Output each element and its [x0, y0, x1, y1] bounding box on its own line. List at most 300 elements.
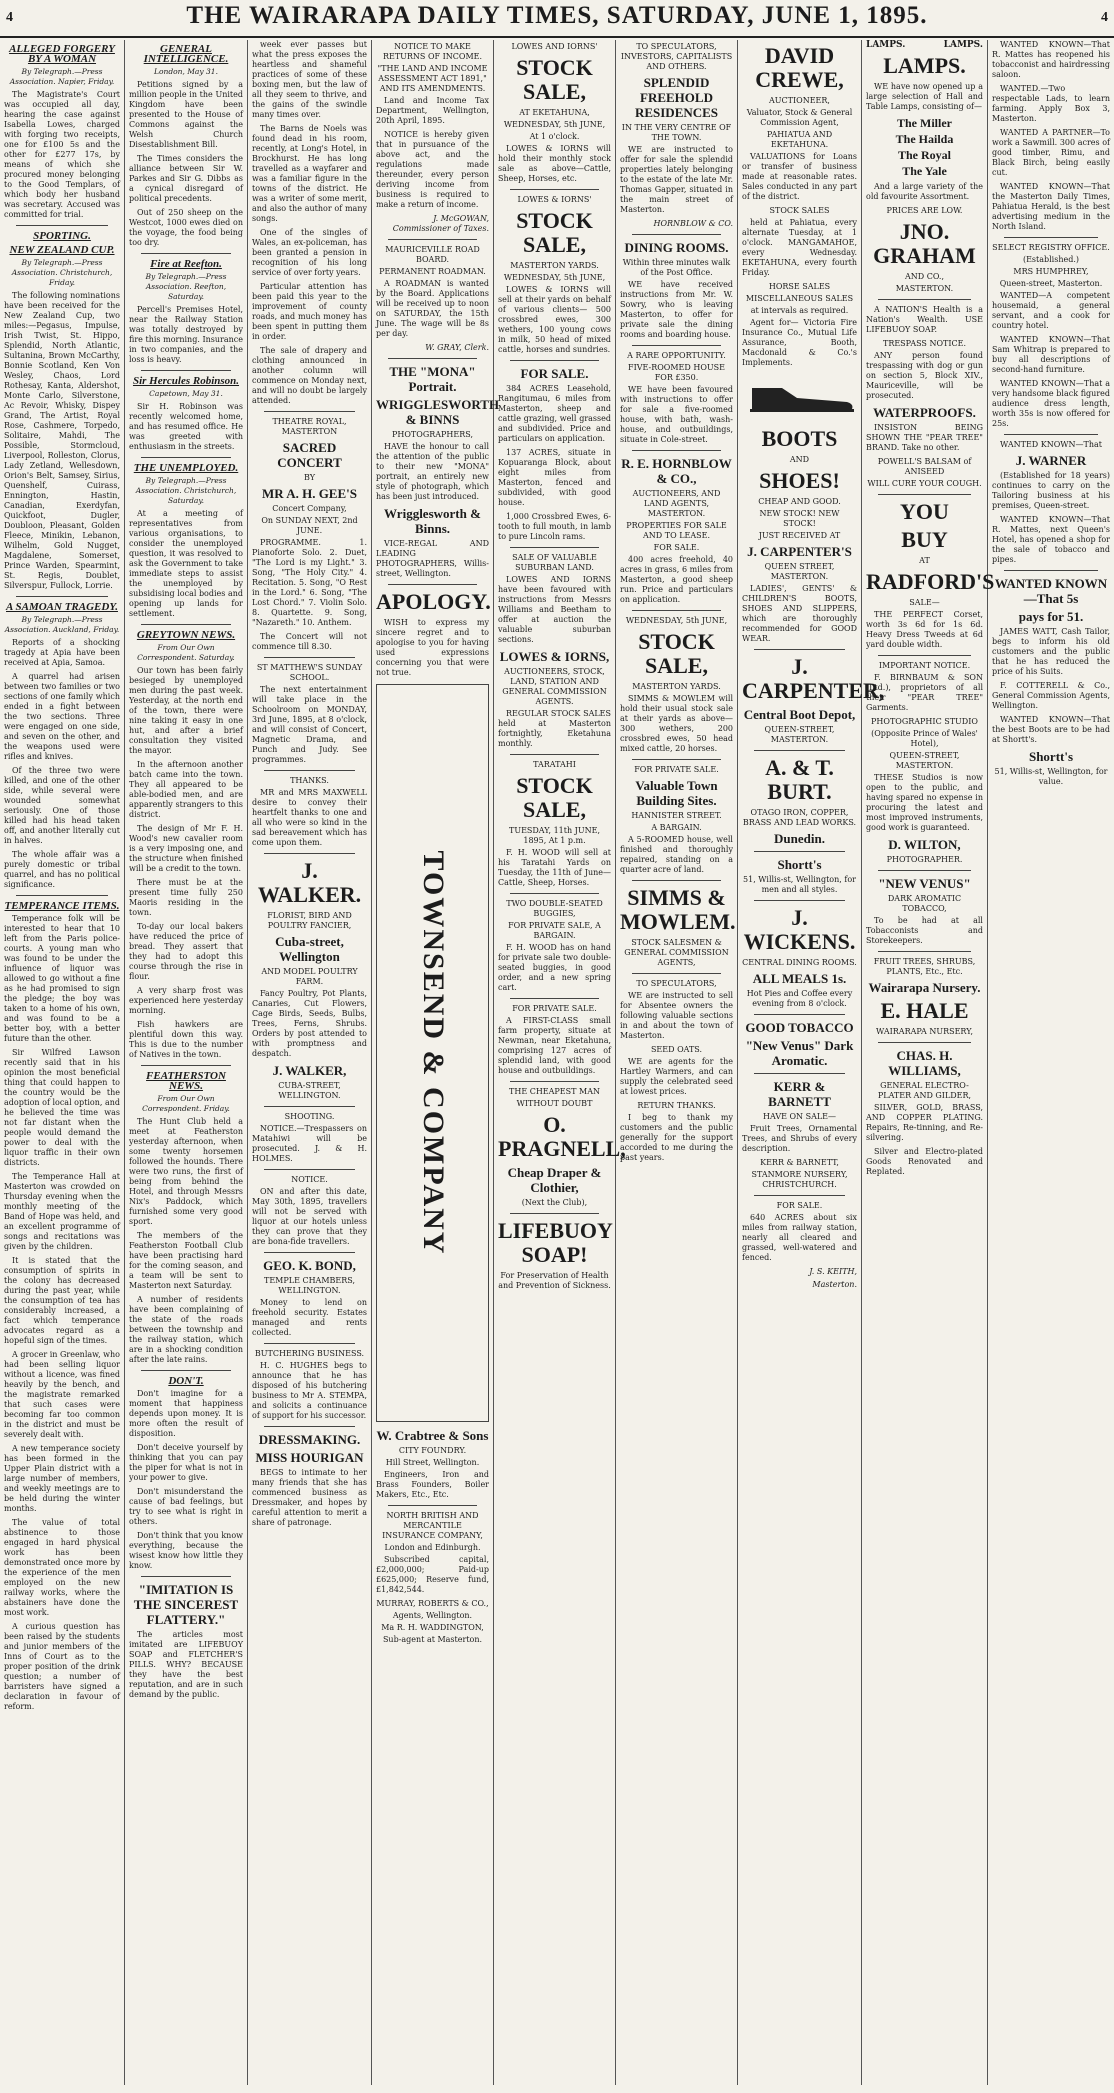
signature: J. S. KEITH,	[809, 1267, 857, 1276]
paragraph: 400 acres freehold, 40 acres in grass, 6 miles from Masterton, a good sheep run. Price and particulars on application.	[620, 555, 733, 604]
headline: FEATHERSTON NEWS.	[146, 1070, 226, 1092]
advert-line: AUCTIONEERS, AND LAND AGENTS, MASTERTON.	[632, 489, 721, 518]
headline: DON'T.	[168, 1375, 204, 1387]
paragraph: WANTED—A competent housemaid, a general servant, and a cook for country hotel.	[992, 291, 1110, 330]
lamp-item: The Miller	[897, 116, 952, 130]
advert-heading: POWELL'S BALSAM of ANISEED	[877, 457, 972, 476]
advert-line: QUEEN-STREET, MASTERTON.	[889, 751, 960, 770]
advert-line: HAVE ON SALE—	[762, 1112, 837, 1121]
advert-heading: TO SPECULATORS,	[636, 979, 717, 988]
subheadline: NEW ZEALAND CUP.	[9, 244, 115, 256]
paragraph: At a meeting of representatives from various organisations, to consider the unemployed question, it was resolved to ask the Government to take immediate steps to assist the unemployed by subsidising local bodies and opening up lands for settlement.	[129, 509, 243, 618]
advert-heading: D. WILTON,	[888, 837, 961, 852]
paragraph: Money to lend on freehold security. Estates managed and rents collected.	[252, 1298, 367, 1337]
divider	[878, 1042, 971, 1043]
advert-heading: Valuable Town Building Sites.	[635, 778, 718, 808]
signature: W. GRAY, Clerk.	[425, 343, 489, 352]
paragraph: A curious question has been raised by the students and junior members of the Inns of Court as to the proper position of the drink question; a number of barristers have signed a declaration in favour of reform.	[4, 1622, 120, 1711]
advert-line: A BARGAIN.	[651, 823, 702, 832]
paragraph: A quarrel had arisen between two families or two sections of one family which ended in a fight between the two sections. Three were engaged on one side, and seven on the other, and the weapons used were rifles and knives.	[4, 672, 120, 761]
lamps-row	[866, 40, 983, 50]
advert-line: FOR SALE.	[653, 543, 700, 552]
paragraph: WE are instructed to offer for sale the splendid properties lately belonging to the estate of the late Mr. Thomas Gapper, situated in the main street of Masterton.	[620, 145, 733, 214]
divider	[510, 1081, 599, 1082]
divider	[632, 345, 721, 346]
headline: THE UNEMPLOYED.	[133, 462, 239, 474]
paragraph: Of the three two were killed, and one of the other side, while several were wounded somewhat seriously. One of those killed had his head taken off, and another literally cut in halves.	[4, 766, 120, 845]
advert-heading: STOCK SALE,	[516, 773, 593, 822]
advert-heading: SACRED CONCERT	[277, 440, 342, 470]
advert-line: Valuator, Stock & General Commission Agent,	[746, 108, 853, 127]
advert-line: (Established.)	[1022, 255, 1080, 264]
paragraph: NOTICE is hereby given that in pursuance of the above act, and the regulations made thereunder, every person deriving income from business is required to make a return of income.	[376, 130, 489, 209]
divider	[264, 411, 355, 412]
dateline: By Telegraph.—Press Association. Napier, Friday.	[9, 67, 115, 86]
headline: GENERAL INTELLIGENCE.	[143, 43, 229, 65]
programme: PROGRAMME. 1. Pianoforte Solo. 2. Duet, "The Lord is my Light." 3. Song, "The Holy City." 4. Recitation. 5. Song, "O Rest in the Lord." 6. Song, "The Lost Chord." 7. Violin Solo. 8. Quartette. 9. Song, "Nazareth." 10. Anthem.	[252, 538, 367, 627]
divider	[510, 547, 599, 548]
paragraph: THE PERFECT Corset, worth 3s 6d for 1s 6d. Heavy Dress Tweeds at 6d yard double width.	[866, 610, 983, 649]
paragraph: The Magistrate's Court was occupied all day, hearing the case against Isabella Lowes, charged with forging two receipts, one for £100 5s and the other for £277 17s, by means of which she procured money belonging to the Good Templars, of which body her husband was secretary. Accused was committed for trial.	[4, 90, 120, 219]
headline: A SAMOAN TRAGEDY.	[6, 601, 118, 613]
advert-heading: TRESPASS NOTICE.	[882, 339, 967, 348]
headline: ALLEGED FORGERY BY A WOMAN	[9, 43, 115, 65]
advert-line: "THE LAND AND INCOME ASSESSMENT ACT 1891," AND ITS AMENDMENTS.	[377, 64, 488, 93]
paragraph: The Hunt Club held a meet at Featherston yesterday afternoon, when some twenty horsemen followed the hounds. There were two runs, the first of being from behind the Hotel, and through Messrs Nix's Paddock, which furnished some very good sport.	[129, 1117, 243, 1226]
divider	[878, 951, 971, 952]
advert-line: MASTERTON YARDS.	[632, 682, 721, 691]
advert-line: Hot Pies and Coffee every evening from 8 o'clock.	[746, 989, 853, 1008]
divider	[754, 1073, 845, 1074]
dateline: Capetown, May 31.	[149, 389, 223, 398]
signature: HORNBLOW & CO.	[653, 219, 733, 228]
paragraph: VICE-REGAL AND LEADING PHOTOGRAPHERS, Willis-street, Wellington.	[376, 539, 489, 578]
paragraph: week ever passes but what the press exposes the heartless and shameful practices of some of these boxing men, but the law of all they seem to thrive, and the gains of the swindle many times over.	[252, 40, 367, 119]
divider	[388, 358, 477, 359]
advert-heading: J. CARPENTER'S	[747, 544, 852, 559]
paragraph: Don't imagine for a moment that happiness depends upon money. It is more often the result of disposition.	[129, 1389, 243, 1438]
advert-line: STOCK SALESMEN & GENERAL COMMISSION AGENTS,	[624, 938, 729, 967]
masthead	[0, 0, 1114, 38]
advert-heading: CHAS. H. WILLIAMS,	[888, 1048, 961, 1078]
divider	[264, 853, 355, 854]
paragraph: The Barns de Noels was found dead in his room, recently, at Long's Hotel, in Brockhurst. He has long travelled as a wayfarer and was a familiar figure in the towns of the district. He was a writer of some merit, and also the author of many songs.	[252, 124, 367, 223]
advert-line: (Next the Club),	[521, 1198, 588, 1207]
advert-heading: J. WALKER.	[257, 858, 362, 907]
divider	[141, 1370, 231, 1371]
divider	[1004, 434, 1098, 435]
dateline: By Telegraph.—Press Association. Christchurch, Friday.	[11, 258, 113, 287]
paragraph: A 5-ROOMED house, well finished and thoroughly repaired, standing on a quarter acre of land.	[620, 835, 733, 874]
paragraph: WE have been favoured with instructions to offer for sale a five-roomed house, with bath, wash-house, and outbuildings, situate in Cole-street.	[620, 385, 733, 444]
advert-heading: DAVID CREWE,	[755, 43, 844, 92]
lamps-label: LAMPS.	[866, 40, 906, 50]
divider	[632, 759, 721, 760]
advert-heading: APOLOGY.	[376, 589, 491, 614]
paragraph: Particular attention has been paid this year to the improvement of county roads, and much money has been spent in putting them in order.	[252, 282, 367, 341]
paragraph: BEGS to intimate to her many friends that she has commenced business as Dressmaker, and hopes by careful attention to merit a share of patronage.	[252, 1468, 367, 1527]
paragraph: Don't think that you know everything, because the wisest know how little they know.	[129, 1531, 243, 1570]
paragraph: LOWES AND IORNS have been favoured with instructions from Messrs Williams and Beetham to offer at auction the valuable suburban sections.	[498, 575, 611, 644]
advert-line: AUCTIONEERS, STOCK, LAND, STATION AND GENERAL COMMISSION AGENTS.	[502, 667, 607, 706]
paragraph: Engineers, Iron and Brass Founders, Boiler Makers, Etc., Etc.	[376, 1470, 489, 1499]
paragraph: HAVE the honour to call the attention of the public to their new "MONA" portrait, an entirely new style of photograph, which has been just introduced.	[376, 442, 489, 501]
advert-heading: FOR PRIVATE SALE.	[634, 765, 719, 774]
advert-heading: pays for 51.	[1018, 609, 1084, 624]
paragraph: A NATION'S Health is a Nation's Wealth. USE LIFEBUOY SOAP.	[866, 305, 983, 334]
advert-heading: RADFORD'S	[866, 569, 995, 594]
divider	[264, 1106, 355, 1107]
advert-line: PHOTOGRAPHERS,	[392, 430, 473, 439]
advert-heading: Shortt's	[1028, 749, 1074, 764]
advert-heading: NOTICE.	[291, 1175, 328, 1184]
advert-line: London and Edinburgh.	[384, 1543, 481, 1552]
divider	[510, 754, 599, 755]
advert-line: at intervals as required.	[750, 306, 849, 315]
advert-heading: THE "MONA" Portrait.	[389, 364, 476, 394]
paragraph: Fish hawkers are plentiful down this way. This is due to the number of Natives in the town.	[129, 1020, 243, 1059]
headline: Sir Hercules Robinson.	[132, 375, 240, 387]
headline: SPORTING.	[33, 230, 91, 242]
advert-line: Within three minutes walk of the Post Office.	[622, 258, 731, 277]
advert-line: CITY FOUNDRY.	[398, 1446, 467, 1455]
lamp-item: The Yale	[902, 164, 947, 178]
paragraph: WE have now opened up a large selection of Hall and Table Lamps, consisting of—	[866, 82, 983, 111]
paragraph: The design of Mr F. H. Wood's new cavalier room is a very imposing one, and the structure when finished will be a credit to the town.	[129, 824, 243, 873]
divider	[510, 189, 599, 190]
advert-heading: STOCK SALE,	[638, 629, 715, 678]
paragraph: F. COTTERELL & Co., General Commission Agents, Wellington.	[992, 681, 1110, 710]
advert-heading: WRIGGLESWORTH & BINNS	[376, 397, 500, 427]
advert-heading: SELECT REGISTRY OFFICE.	[992, 243, 1110, 252]
paragraph: Sir H. Robinson was recently welcomed home, and has resumed office. He was greeted with enthusiasm in the streets.	[129, 402, 243, 451]
paragraph: There must be at the present time fully 250 Maoris residing in the town.	[129, 878, 243, 917]
advert-heading: BUY	[901, 527, 948, 552]
divider	[878, 494, 971, 495]
column-4	[372, 40, 500, 2085]
advert-heading: R. E. HORNBLOW & CO.,	[621, 456, 732, 486]
advert-heading: SHOOTING.	[284, 1112, 335, 1121]
advert-heading: FOR SALE.	[776, 1201, 823, 1210]
advert-heading: TWO DOUBLE-SEATED BUGGIES,	[506, 899, 603, 918]
divider	[141, 370, 231, 371]
paragraph: Silver and Electro-plated Goods Renovated and Replated.	[866, 1147, 983, 1176]
paragraph: WANTED KNOWN—That R. Mattes, next Queen's Hotel, has opened a shop for the sale of tobacco and pipes.	[992, 515, 1110, 564]
advert-line: Dunedin.	[774, 831, 825, 846]
paragraph: MR and MRS MAXWELL desire to convey their heartfelt thanks to one and all who were so kind in the sad bereavement which has come upon them.	[252, 788, 367, 847]
advert-line: PERMANENT ROADMAN.	[379, 267, 486, 276]
headline: GREYTOWN NEWS.	[136, 629, 236, 641]
advert-line: For Preservation of Health and Prevention of Sickness.	[498, 1271, 611, 1290]
advert-heading: WATERPROOFS.	[873, 405, 976, 420]
advert-heading: DINING ROOMS.	[624, 240, 729, 255]
paragraph: 137 ACRES, situate in Kopuaranga Block, about eight miles from Masterton, fenced and subdivided, with good house.	[498, 448, 611, 507]
vertical-advert-title: TOWNSEND & COMPANY	[416, 850, 450, 1256]
advert-heading: Wrigglesworth & Binns.	[384, 506, 481, 536]
paragraph: 640 ACRES about six miles from railway station, nearly all cleared and grassed, well-watered and fenced.	[742, 1213, 857, 1262]
paragraph: A FIRST-CLASS small farm property, situate at Newman, near Eketahuna, comprising 127 acres of splendid land, with good house and outbuildings.	[498, 1016, 611, 1075]
advert-line: WEDNESDAY, 5th JUNE,	[625, 616, 728, 625]
advert-heading: FRUIT TREES, SHRUBS, PLANTS, Etc., Etc.	[873, 957, 976, 976]
paragraph: THESE Studios is now open to the public, and having spared no expense in procuring the latest and most improved instruments, good work is guaranteed.	[866, 773, 983, 832]
column-9	[988, 40, 1114, 2085]
advert-line: OTAGO IRON, COPPER, BRASS AND LEAD WORKS.	[742, 808, 857, 827]
divider	[754, 851, 845, 852]
advert-line: GENERAL ELECTRO-PLATER AND GILDER,	[877, 1081, 972, 1100]
divider	[16, 895, 108, 896]
advert-line: SALE—	[909, 598, 940, 607]
advert-heading: SEED OATS.	[650, 1045, 703, 1054]
paragraph: VALUATIONS for Loans or transfer of business made at reasonable rates. Sales conducted in any part of the district.	[742, 152, 857, 201]
advert-heading: W. Crabtree & Sons	[376, 1428, 489, 1443]
advert-line: CHEAP AND GOOD.	[758, 497, 841, 506]
divider	[141, 457, 231, 458]
dateline: By Telegraph.—Press Association. Auckland, Friday.	[4, 615, 120, 634]
signature: Masterton.	[812, 1280, 857, 1289]
paragraph: And a large variety of the old favourite Assortment.	[866, 182, 983, 201]
divider	[264, 770, 355, 771]
paragraph: A ROADMAN is wanted by the Board. Applications will be received up to noon on SATURDAY, the 15th June. The wage will be 8s per day.	[376, 279, 489, 338]
advert-heading: GEO. K. BOND,	[263, 1258, 356, 1273]
advert-line: CUBA-STREET, WELLINGTON.	[278, 1081, 341, 1100]
advert-heading: MR A. H. GEE'S	[262, 486, 357, 501]
paragraph: To be had at all Tobacconists and Storekeepers.	[866, 916, 983, 945]
paragraph: REGULAR STOCK SALES held at Masterton fortnightly, Eketahuna monthly.	[498, 709, 611, 748]
advert-line: LOWES & IORNS'	[517, 195, 592, 204]
advert-line: Hill Street, Wellington.	[385, 1458, 480, 1467]
divider	[754, 1014, 845, 1015]
advert-heading: SHOES!	[759, 468, 840, 493]
paragraph: F. BIRNBAUM & SON (Ltd.), proprietors of all their "PEAR TREE" Garments.	[866, 673, 983, 712]
advert-line: QUEEN STREET, MASTERTON.	[764, 562, 835, 581]
paragraph: Agent for— Victoria Fire Insurance Co., Mutual Life Assurance, Booth, Macdonald & Co.'s Implements.	[742, 318, 857, 367]
advert-line: WEDNESDAY, 5th JUNE,	[503, 120, 606, 129]
advert-line: Queen-street, Masterton.	[999, 279, 1103, 288]
advert-heading: Wairarapa Nursery.	[868, 980, 981, 995]
divider	[264, 1169, 355, 1170]
paragraph: The articles most imitated are LIFEBUOY SOAP and FLETCHER'S PILLS. WHY? BECAUSE they have the best reputation, and are in such demand by the public.	[129, 1630, 243, 1699]
paragraph: WE have received instructions from Mr. W. Sowry, who is leaving Masterton, to offer for private sale the dining rooms and boarding house.	[620, 280, 733, 339]
advert-heading: LOWES & IORNS,	[499, 649, 610, 664]
lamp-list	[866, 118, 983, 176]
advert-line: MRS HUMPHREY,	[1013, 267, 1089, 276]
paragraph: Out of 250 sheep on the Westcot, 1000 ewes died on the voyage, the food being too dry.	[129, 208, 243, 247]
divider	[264, 1252, 355, 1253]
advert-line: PRICES ARE LOW.	[886, 206, 963, 215]
divider	[141, 1576, 231, 1577]
vertical-advert	[376, 684, 489, 1422]
advert-heading: HORSE SALES	[768, 282, 831, 291]
paragraph: WISH to express my sincere regret and to apologise to you for having used expressions concerning you that were not true.	[376, 618, 489, 677]
paragraph: I beg to thank my customers and the public generally for the support accorded to me during the past years.	[620, 1113, 733, 1162]
paragraph: SIMMS & MOWLEM will hold their usual stock sale at their yards as above— 300 wethers, 200 crossbred ewes, 50 head mixed cattle, 20 horses.	[620, 694, 733, 753]
advert-venue: THEATRE ROYAL, MASTERTON	[272, 417, 347, 436]
paragraph: WANTED KNOWN—That the Masterton Daily Times, Pahiatua Herald, is the best advertising medium in the North Island.	[992, 182, 1110, 231]
paragraph: Don't misunderstand the cause of bad feelings, but try to see what is right in others.	[129, 1487, 243, 1526]
advert-line: WEDNESDAY, 5th JUNE,	[503, 273, 606, 282]
advert-heading: BUTCHERING BUSINESS.	[254, 1349, 365, 1358]
paragraph: Our town has been fairly besieged by unemployed men during the past week. Yesterday, at the north end of the town, there were nine taking it easy in one hut, and after a brief consultation they visited the mayor.	[129, 666, 243, 755]
paragraph: 1,000 Crossbred Ewes, 6-tooth to full mouth, in lamb to pure Lincoln rams.	[498, 512, 611, 541]
paragraph: Petitions signed by a million people in the United Kingdom have been presented to the House of Commons against the Welsh Church Disestablishment Bill.	[129, 80, 243, 149]
dateline: From Our Own Correspondent. Saturday.	[137, 643, 235, 662]
advert-line: FOR PRIVATE SALE, A BARGAIN.	[508, 921, 601, 940]
paragraph: WE are agents for the Hartley Warmers, and can supply the celebrated seed at lowest prices.	[620, 1057, 733, 1096]
paragraph: ON and after this date, May 30th, 1895, travellers will not be served with liquor at our hotels unless they can prove that they are bona-fide travellers.	[252, 1187, 367, 1246]
paragraph: INSISTON BEING SHOWN THE "PEAR TREE" BRAND. Take no other.	[866, 423, 983, 452]
paragraph: Temperance folk will be interested to hear that 10 left from the Paris police-courts. A young man who was found to be under the influence of liquor was allowed to go without a fine as he had promised to sign the pledge; the boy was taken to a home of his own, and was found to be a better boy, with a better future than the other.	[4, 914, 120, 1043]
paragraph: Fancy Poultry, Pot Plants, Canaries, Cut Flowers, Cage Birds, Seeds, Bulbs, Trees, Ferns, Shrubs. Orders by post attended to with promptness and despatch.	[252, 989, 367, 1058]
advert-heading: A. & T. BURT.	[765, 755, 834, 804]
advert-line: TUESDAY, 11th JUNE, 1895, At 1 p.m.	[508, 826, 601, 845]
paragraph: (Established for 18 years) continues to carry on the Tailoring business at his premises, Queen-street.	[992, 471, 1110, 510]
paragraph: WANTED KNOWN—That R. Mattes has reopened his tobacconist and hairdressing saloon.	[992, 40, 1110, 79]
advert-heading: MURRAY, ROBERTS & CO.,	[376, 1599, 489, 1608]
paragraph: WANTED KNOWN—That a very handsome black figured audience dress length, worth 35s is now offered for 25s.	[992, 379, 1110, 428]
paragraph: LOWES & IORNS will sell at their yards on behalf of various clients— 500 crossbred ewes, 300 wethers, 100 young cows in milk, 50 head of mixed cattle, horses and sundries.	[498, 285, 611, 354]
paragraph: The next entertainment will take place in the Schoolroom on MONDAY, 3rd June, 1895, at 8 o'clock, and will consist of Concert, Magnetic Drama, and Punch and Judy. See programmes.	[252, 685, 367, 764]
advert-line: 51, Willis-st, Wellington, for value.	[994, 767, 1108, 786]
advert-line: FIVE-ROOMED HOUSE FOR £350.	[628, 363, 725, 382]
advert-heading: ALL MEALS 1s.	[752, 971, 847, 986]
lamps-label: LAMPS.	[943, 40, 983, 50]
advert-line: Concert Company,	[272, 504, 347, 513]
advert-heading: SPLENDID FREEHOLD RESIDENCES	[634, 75, 719, 120]
paragraph: A grocer in Greenlaw, who had been selling liquor without a licence, was fined heavily by the bench, and the magistrate remarked that such cases were becoming far too common in the district and must be severely dealt with.	[4, 1350, 120, 1439]
advert-line: Cuba-street, Wellington	[275, 934, 344, 964]
advert-heading: STOCK SALE,	[516, 55, 593, 104]
advert-heading: J. WICKENS.	[743, 905, 856, 954]
advert-heading: RETURN THANKS.	[637, 1101, 716, 1110]
paragraph: Don't deceive yourself by thinking that you can pay the piper for what is not in your power to give.	[129, 1443, 243, 1482]
advert-line: TARATAHI	[533, 760, 576, 769]
paragraph: held at Pahiatua, every alternate Tuesday, at 1 o'clock. MANGAMAHOE, every Wednesday. EKETAHUNA, every fourth Friday.	[742, 218, 857, 277]
paragraph: WANTED KNOWN—That Sam Whitrap is prepared to buy all descriptions of second-hand furniture.	[992, 335, 1110, 374]
advert-line: BY	[303, 473, 316, 482]
advert-heading: ST MATTHEW'S SUNDAY SCHOOL.	[256, 663, 363, 682]
column-5	[494, 40, 626, 2085]
advert-line: LOWES AND IORNS'	[511, 42, 598, 51]
advert-heading: JNO. GRAHAM	[873, 219, 976, 268]
divider	[632, 450, 721, 451]
advert-heading: STOCK SALES	[769, 206, 830, 215]
advert-line: AT	[919, 556, 930, 565]
divider	[632, 610, 721, 611]
divider	[16, 596, 108, 597]
advert-line: DARK AROMATIC TOBACCO,	[887, 894, 962, 913]
advert-heading: NOTICE TO MAKE RETURNS OF INCOME.	[382, 42, 483, 61]
divider	[264, 1343, 355, 1344]
advert-line: STANMORE NURSERY, CHRISTCHURCH.	[751, 1170, 848, 1189]
advert-heading: LIFEBUOY SOAP!	[498, 1218, 613, 1267]
divider	[1004, 570, 1098, 571]
divider	[141, 253, 231, 254]
advert-line: AUCTIONEER,	[769, 96, 830, 105]
paragraph: Fruit Trees, Ornamental Trees, and Shrubs of every description.	[742, 1124, 857, 1153]
divider	[388, 584, 477, 585]
column-3	[248, 40, 372, 2085]
paragraph: The Times considers the alliance between Sir W. Parkes and Sir G. Dibbs as a cynical disregard of political precedents.	[129, 154, 243, 203]
advert-heading: SALE OF VALUABLE SUBURBAN LAND.	[512, 553, 597, 572]
advert-heading: MISS HOURIGAN	[255, 1450, 364, 1465]
advert-line: Sub-agent at Masterton.	[382, 1635, 483, 1644]
advert-heading: "NEW VENUS"	[878, 876, 971, 891]
advert-line: At 1 o'clock.	[529, 132, 580, 141]
advert-line: WITHOUT DOUBT	[516, 1099, 593, 1108]
advert-line: (Opposite Prince of Wales' Hotel),	[871, 729, 978, 748]
column-7	[738, 40, 885, 2085]
divider	[754, 900, 845, 901]
advert-line: PAHIATUA AND EKETAHUNA.	[766, 130, 833, 149]
divider	[632, 234, 721, 235]
paragraph: In the afternoon another batch came into the town. They all appeared to be able-bodied men, and are apparently strangers to this district.	[129, 760, 243, 819]
paragraph: One of the singles of Wales, an ex-policeman, has been granted a pension in recognition of his long service of over forty years.	[252, 228, 367, 277]
paragraph: H. C. HUGHES begs to announce that he has disposed of his butchering business to Mr A. STEMPA, and solicits a continuance of support for his successor.	[252, 1361, 367, 1420]
paragraph: Subscribed capital, £2,000,000; Paid-up £625,000; Reserve fund, £1,842,544.	[376, 1555, 489, 1594]
paragraph: LOWES & IORNS will hold their monthly stock sale as above—Cattle, Sheep, Horses, etc.	[498, 144, 611, 183]
advert-heading: TO SPECULATORS, INVESTORS, CAPITALISTS AND OTHERS.	[620, 42, 733, 71]
advert-heading: NORTH BRITISH AND MERCANTILE INSURANCE COMPANY,	[382, 1511, 483, 1540]
advert-line: IN THE VERY CENTRE OF THE TOWN.	[621, 123, 732, 142]
divider	[16, 225, 108, 226]
advert-heading: J. WARNER	[1015, 453, 1087, 468]
paragraph: The whole affair was a purely domestic or tribal quarrel, and has no political significance.	[4, 850, 120, 889]
dateline: By Telegraph.—Press Association. Reefton, Saturday.	[145, 272, 227, 301]
headline: TEMPERANCE ITEMS.	[4, 900, 120, 912]
paragraph: A number of residents have been complaining of the state of the roads between the township and the railway station, which are in a shocking condition after the late rains.	[129, 1295, 243, 1364]
dateline: By Telegraph.—Press Association. Christchurch, Saturday.	[135, 476, 237, 505]
paragraph: 384 ACRES Leasehold, Rangitumau, 6 miles from Masterton, sheep and cattle grazing, well grassed and subdivided. Price and particulars on application.	[498, 384, 611, 443]
advert-heading: "IMITATION IS THE SINCEREST FLATTERY."	[133, 1582, 239, 1627]
paragraph: WANTED.—Two respectable Lads, to learn farming. Apply Box 3, Masterton.	[992, 84, 1110, 123]
paragraph: The Concert will not commence till 8.30.	[252, 632, 367, 651]
column-2	[125, 40, 248, 2085]
divider	[632, 973, 721, 974]
advert-line: WAIRARAPA NURSERY,	[876, 1027, 973, 1036]
advert-line: AND CO.,	[904, 272, 945, 281]
advert-line: TEMPLE CHAMBERS, WELLINGTON.	[264, 1276, 355, 1295]
divider	[878, 655, 971, 656]
paragraph: The sale of drapery and clothing announced in another column will commence on Monday next, and will no doubt be largely attended.	[252, 346, 367, 405]
paragraph: WANTED A PARTNER—To work a Sawmill. 300 acres of good timber, Rimu, and Black Birch, being easily cut.	[992, 128, 1110, 177]
paragraph: WE are instructed to sell for Absentee owners the following valuable sections in and about the town of Masterton.	[620, 991, 733, 1040]
paragraph: WANTED KNOWN—That the best Boots are to be had at Shortt's.	[992, 715, 1110, 744]
advert-line: MASTERTON YARDS.	[510, 261, 599, 270]
paragraph: Sir Wilfred Lawson recently said that in his opinion the most beneficial thing that could happen to the country would be the adoption of local option, and he believed the time was not far distant when the people would demand the power to deal with the liquor traffic in their own districts.	[4, 1048, 120, 1167]
divider	[1004, 237, 1098, 238]
divider	[141, 1065, 231, 1066]
divider	[388, 239, 477, 240]
divider	[510, 998, 599, 999]
advert-heading: LAMPS.	[883, 53, 966, 78]
divider	[754, 649, 845, 650]
advert-line: THE CHEAPEST MAN	[509, 1087, 600, 1096]
advert-line: FLORIST, BIRD AND POULTRY FANCIER,	[267, 911, 352, 930]
divider	[510, 893, 599, 894]
paragraph: The Temperance Hall at Masterton was crowded on Thursday evening when the monthly meeting of the Band of Hope was held, and an excellent programme of songs and recitations was given by the children.	[4, 1172, 120, 1251]
paragraph: A very sharp frost was experienced here yesterday morning.	[129, 986, 243, 1015]
paragraph: JAMES WATT, Cash Tailor, begs to inform his old customers and the public that he has reduced the price of his Suits.	[992, 627, 1110, 676]
divider	[754, 750, 845, 751]
advert-line: JUST RECEIVED AT	[758, 531, 841, 540]
dateline: London, May 31.	[154, 67, 218, 76]
paragraph: Reports of a shocking tragedy at Apia have been received at Apia, Samoa.	[4, 638, 120, 667]
divider	[264, 1426, 355, 1427]
paragraph: Land and Income Tax Department, Wellington, 20th April, 1895.	[376, 96, 489, 125]
advert-line: AND	[789, 455, 810, 464]
advert-heading: KERR & BARNETT	[768, 1079, 831, 1109]
divider	[141, 624, 231, 625]
